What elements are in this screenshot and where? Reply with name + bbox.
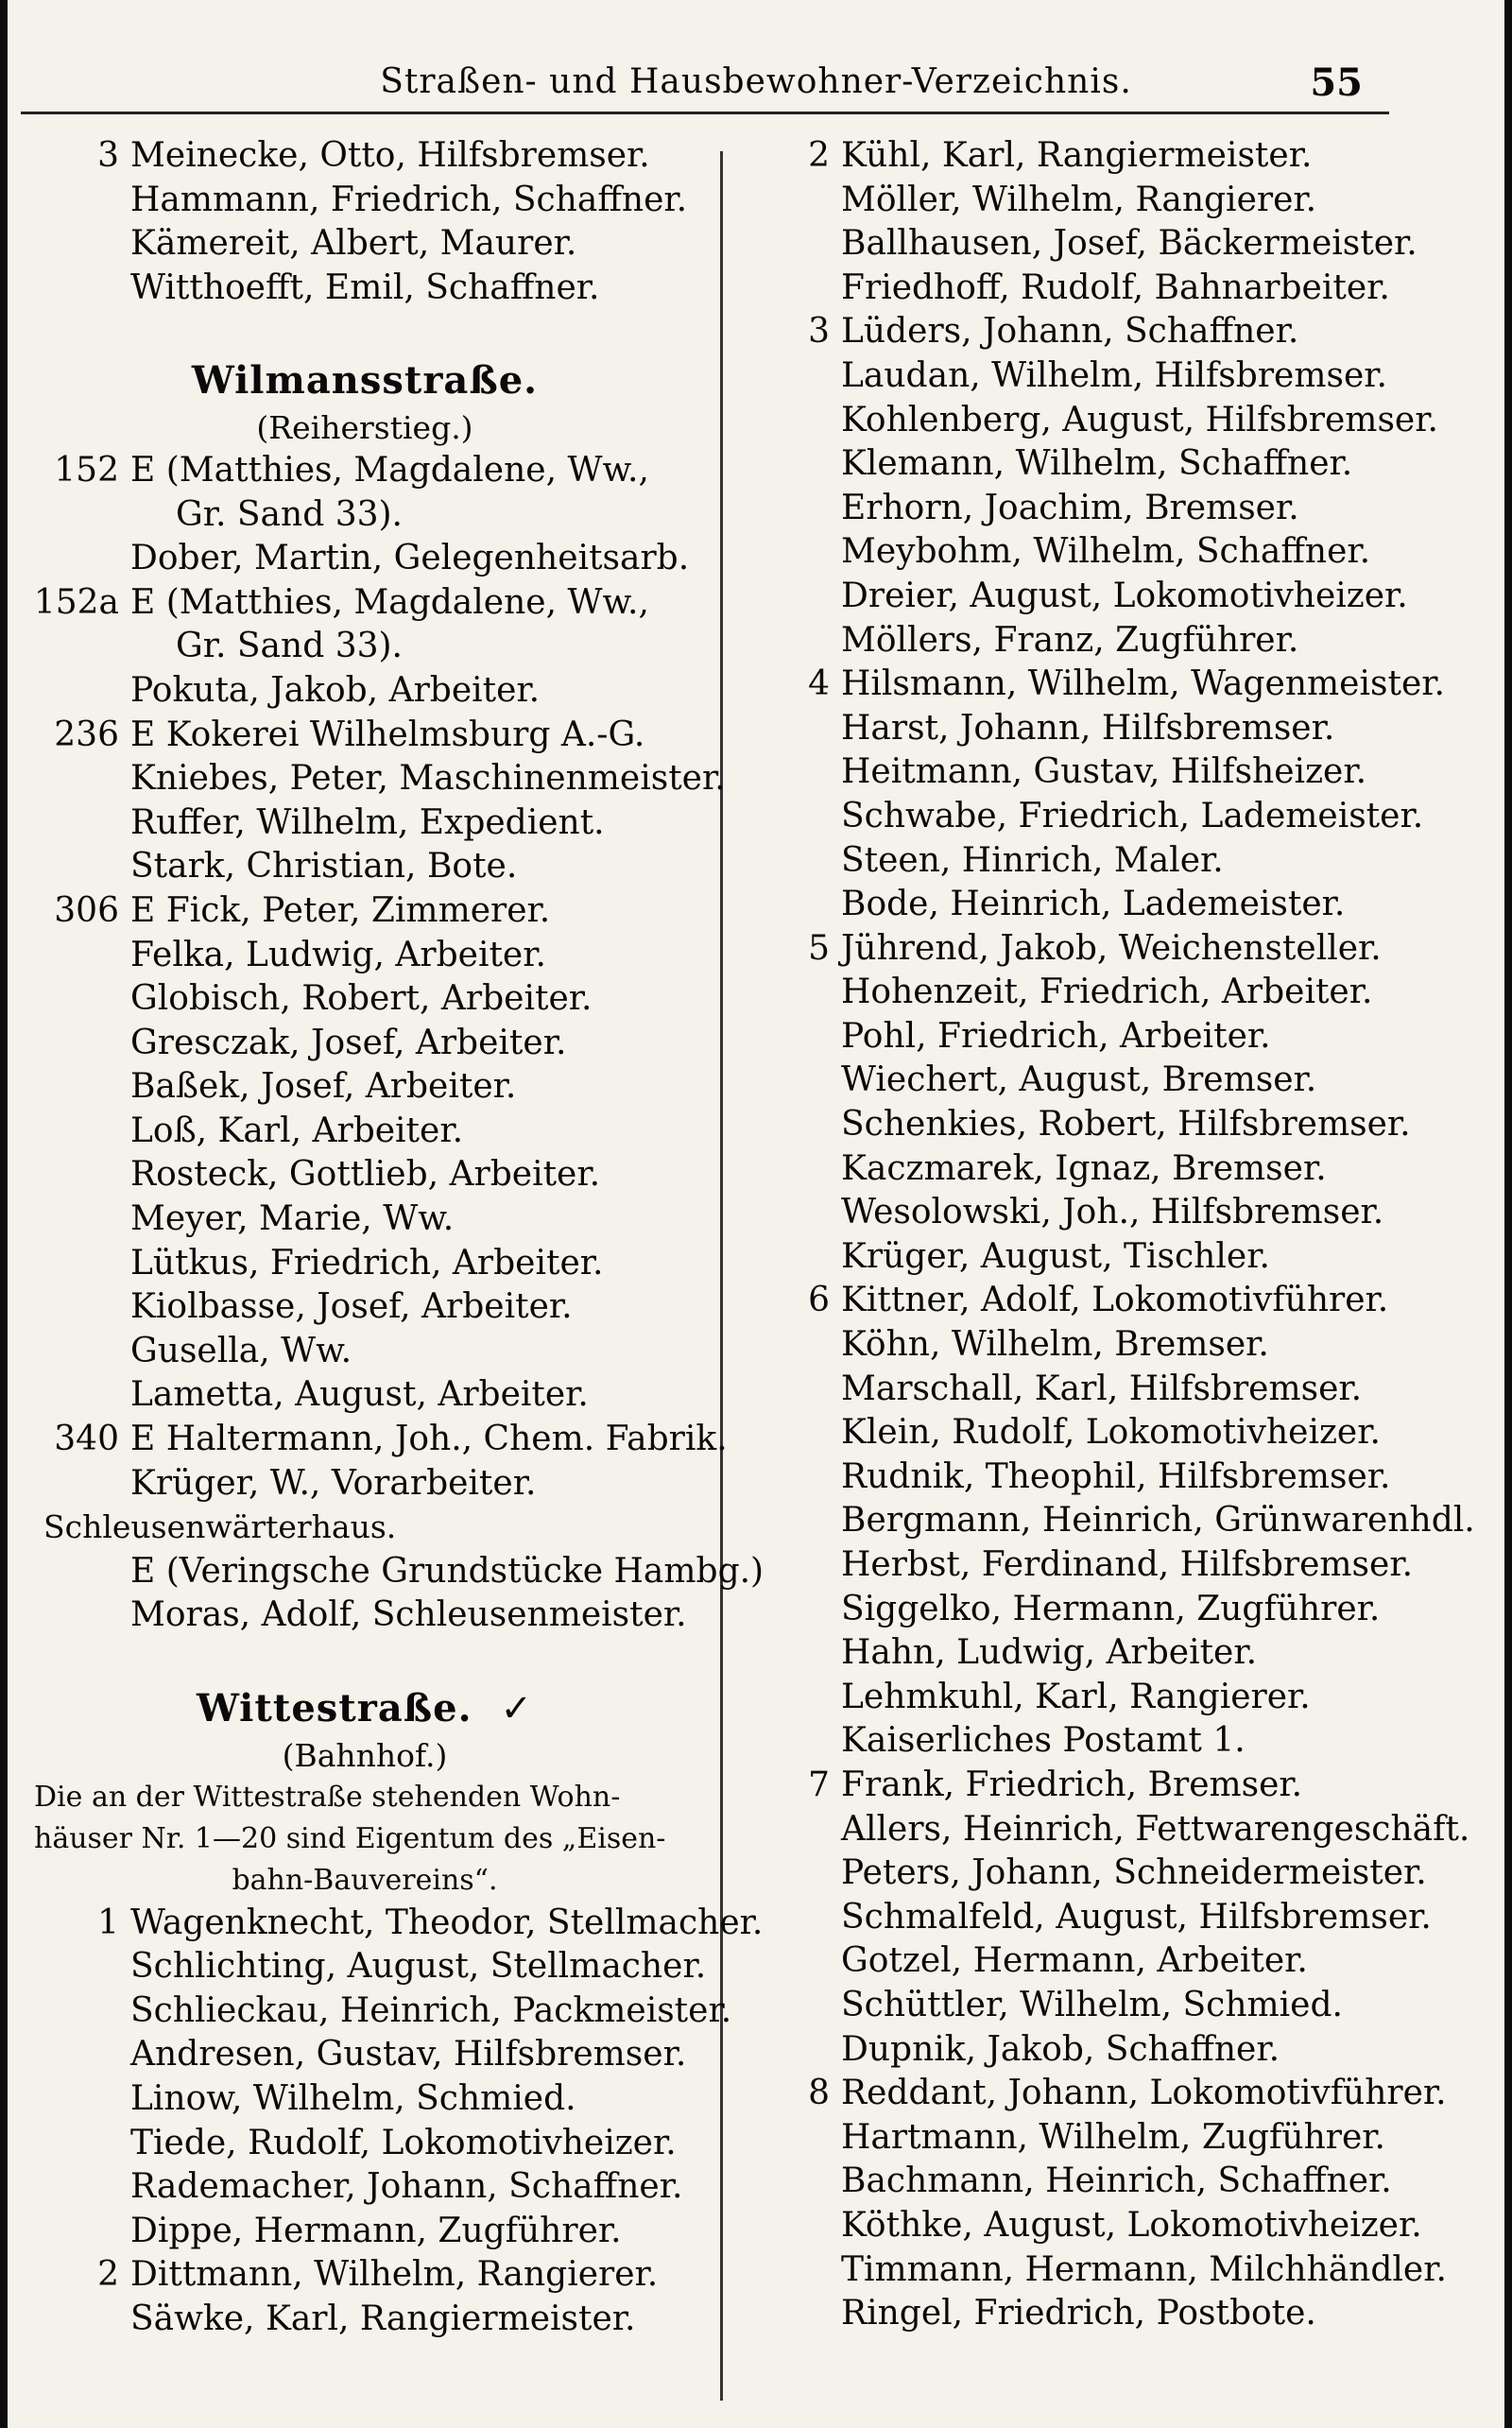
resident-entry [25,2077,705,2122]
house-number: 6 [808,1281,830,1320]
resident-text: Kühl, Karl, Rangiermeister. [841,136,1313,175]
resident-entry [754,795,1501,839]
house-number: 7 [808,1765,830,1804]
resident-text: Heitmann, Gustav, Hilfsheizer. [841,752,1367,792]
resident-entry [25,1022,705,1066]
house-number: 2 [97,2255,119,2295]
resident-text: Dittmann, Wilhelm, Rangierer. [130,2255,659,2295]
resident-entry [754,2292,1501,2336]
house-number: 340 [54,1420,119,1459]
resident-text: Hammann, Friedrich, Schaffner. [130,180,688,219]
resident-text: Lametta, August, Arbeiter. [130,1375,589,1415]
left-column [25,134,765,2342]
resident-entry [25,222,705,267]
resident-entry [754,487,1501,531]
resident-entry [754,1543,1501,1588]
resident-text: Pohl, Friedrich, Arbeiter. [841,1016,1271,1056]
resident-entry [25,757,726,801]
resident-text: Andresen, Gustav, Hilfsbremser. [130,2035,687,2075]
resident-entry [25,581,705,626]
resident-entry [25,714,705,758]
resident-entry [25,1197,705,1242]
resident-entry [25,625,705,669]
resident-text: Schwabe, Friedrich, Lademeister. [841,796,1424,835]
resident-entry [754,1103,1501,1147]
resident-entry [754,1499,1501,1543]
resident-text: E Fick, Peter, Zimmerer. [130,890,551,930]
resident-text: Baßek, Josef, Arbeiter. [130,1067,517,1107]
resident-entry [754,1984,1501,2028]
resident-entry [754,1147,1501,1192]
resident-text: Siggelko, Hermann, Zugführer. [841,1589,1381,1628]
resident-entry [25,1110,705,1154]
resident-text: Hilsmann, Wilhelm, Wagenmeister. [841,664,1445,704]
resident-text: Friedhoff, Rudolf, Bahnarbeiter. [841,267,1390,307]
resident-text: Tiede, Rudolf, Lokomotivheizer. [130,2123,677,2162]
resident-text: Marschall, Karl, Hilfsbremser. [841,1369,1363,1408]
resident-text: Krüger, August, Tischler. [841,1236,1270,1276]
resident-entry [754,2028,1501,2073]
resident-entry [25,1989,732,2034]
resident-entry [25,1945,705,1989]
resident-text: Ballhausen, Josef, Bäckermeister. [841,224,1418,264]
resident-text: Allers, Heinrich, Fettwarengeschäft. [841,1809,1470,1849]
resident-text: Peters, Johann, Schneidermeister. [841,1853,1427,1893]
resident-entry [754,442,1501,487]
house-number: 152a [33,582,119,622]
street-note-line: bahn-Bauvereins“. [232,1863,498,1897]
resident-entry [754,2204,1501,2248]
resident-entry [25,134,705,179]
house-number: 306 [54,890,119,930]
resident-entry [25,1550,765,1594]
resident-entry [25,267,705,311]
resident-text: Rudnik, Theophil, Hilfsbremser. [841,1456,1391,1496]
resident-text: Gr. Sand 33). [176,627,403,666]
resident-entry [25,449,705,493]
resident-entry [25,1065,705,1110]
resident-entry [754,1455,1501,1500]
resident-entry [754,1851,1501,1896]
resident-text: Timmann, Hermann, Milchhändler. [841,2249,1447,2289]
street-district: (Reiherstieg.) [256,408,473,446]
resident-text: Ringel, Friedrich, Postbote. [841,2294,1316,2333]
resident-entry [754,663,1501,707]
resident-text: Säwke, Karl, Rangiermeister. [130,2299,636,2338]
resident-text: Kohlenberg, August, Hilfsbremser. [841,400,1438,439]
resident-entry [754,1631,1501,1676]
street-heading [25,1682,705,1735]
resident-text: Dober, Martin, Gelegenheitsarb. [130,539,690,578]
resident-text: Schenkies, Robert, Hilfsbremser. [841,1105,1411,1145]
resident-text: Dreier, August, Lokomotivheizer. [841,576,1408,615]
house-number: 3 [808,312,830,352]
spacer [25,310,705,354]
resident-entry [754,707,1501,751]
resident-text: Bergmann, Heinrich, Grünwarenhdl. [841,1501,1475,1541]
resident-entry [754,1235,1501,1280]
resident-text: Steen, Hinrich, Maler. [841,840,1224,880]
resident-entry [754,1323,1501,1368]
spacer [25,1638,705,1682]
resident-entry [25,1373,705,1418]
header-rule [21,112,1389,114]
resident-entry [25,1285,705,1330]
resident-entry [754,883,1501,927]
house-number: 236 [54,715,119,754]
column-divider [720,151,723,2401]
resident-text: Herbst, Ferdinand, Hilfsbremser. [841,1545,1414,1584]
resident-entry [25,2210,705,2254]
resident-text: Meyer, Marie, Ww. [130,1199,455,1239]
resident-entry [25,2165,705,2210]
resident-text: Gusella, Ww. [130,1331,352,1370]
house-number: 3 [97,136,119,175]
resident-text: Stark, Christian, Bote. [130,847,518,887]
resident-entry [25,1153,705,1197]
house-number: 2 [808,136,830,175]
resident-text: Dupnik, Jakob, Schaffner. [841,2029,1280,2069]
resident-text: Kaczmarek, Ignaz, Bremser. [841,1148,1327,1188]
resident-text: Dippe, Hermann, Zugführer. [130,2211,622,2250]
resident-entry [25,1902,764,1946]
resident-entry [754,619,1501,663]
resident-entry [754,2072,1501,2116]
resident-text: Klein, Rudolf, Lokomotivheizer. [841,1413,1381,1453]
resident-text: Lütkus, Friedrich, Arbeiter. [130,1243,604,1283]
resident-entry [754,2160,1501,2204]
resident-entry [25,537,705,581]
resident-entry [754,1059,1501,1103]
resident-entry [25,889,705,934]
resident-entry [754,399,1501,443]
resident-entry [754,1676,1501,1720]
resident-text: Krüger, W., Vorarbeiter. [130,1463,537,1503]
right-column [754,134,1501,2336]
subheading-text: Schleusenwärterhaus. [43,1508,397,1546]
street-district: (Bahnhof.) [282,1736,448,1774]
resident-text: Moras, Adolf, Schleusenmeister. [130,1595,687,1635]
resident-entry [754,1764,1501,1808]
resident-text: Ruffer, Wilhelm, Expedient. [130,802,605,842]
resident-text: Wesolowski, Joh., Hilfsbremser. [841,1193,1384,1232]
resident-text: Frank, Friedrich, Bremser. [841,1765,1303,1804]
resident-text: Wagenknecht, Theodor, Stellmacher. [130,1903,764,1942]
resident-entry [25,669,705,714]
resident-text: Köhn, Wilhelm, Bremser. [841,1325,1269,1365]
resident-entry [754,1368,1501,1412]
resident-entry [754,1279,1501,1323]
resident-entry [754,2248,1501,2293]
resident-entry [25,845,705,889]
resident-text: Möllers, Franz, Zugführer. [841,620,1299,660]
house-number: 152 [54,450,119,490]
resident-text: Schüttler, Wilhelm, Schmied. [841,1985,1343,2024]
resident-entry [25,977,705,1022]
resident-entry [754,222,1501,267]
resident-text: Jührend, Jakob, Weichensteller. [841,928,1382,968]
resident-entry [754,1015,1501,1059]
street-name: Wilmansstraße. [191,357,539,403]
resident-text: Pokuta, Jakob, Arbeiter. [130,670,541,710]
resident-text: E (Matthies, Magdalene, Ww., [130,582,649,622]
resident-text: Schlichting, August, Stellmacher. [130,1947,707,1987]
resident-text: Harst, Johann, Hilfsbremser. [841,708,1335,748]
resident-text: Hartmann, Wilhelm, Zugführer. [841,2117,1385,2157]
resident-text: Meybohm, Wilhelm, Schaffner. [841,532,1371,572]
resident-text: Rademacher, Johann, Schaffner. [130,2167,683,2207]
resident-entry [754,267,1501,311]
resident-text: Kittner, Adolf, Lokomotivführer. [841,1281,1389,1320]
resident-entry [754,2116,1501,2161]
resident-entry [25,1462,705,1507]
resident-entry [754,1719,1501,1764]
house-number: 1 [97,1903,119,1942]
resident-entry [25,2298,705,2342]
resident-entry [754,575,1501,619]
resident-text: Erhorn, Joachim, Bremser. [841,488,1299,527]
resident-entry [25,179,705,223]
resident-text: Loß, Karl, Arbeiter. [130,1111,464,1150]
resident-text: E Haltermann, Joh., Chem. Fabrik. [130,1420,728,1459]
resident-text: Kämereit, Albert, Maurer. [130,224,577,264]
resident-text: E (Veringsche Grundstücke Hambg.) [130,1551,765,1591]
street-note-line: Die an der Wittestraße stehenden Wohn- [34,1780,621,1814]
resident-entry [754,310,1501,354]
resident-text: Schlieckau, Heinrich, Packmeister. [130,1990,732,2030]
house-number: 8 [808,2074,830,2113]
resident-entry [25,1418,728,1462]
resident-text: Köthke, August, Lokomotivheizer. [841,2205,1422,2245]
resident-text: E (Matthies, Magdalene, Ww., [130,450,649,490]
resident-entry [754,1588,1501,1632]
resident-text: Rosteck, Gottlieb, Arbeiter. [130,1155,601,1195]
street-heading [25,354,705,407]
resident-text: Kniebes, Peter, Maschinenmeister. [130,759,726,799]
resident-text: Bachmann, Heinrich, Schaffner. [841,2161,1392,2201]
street-name: Wittestraße. [196,1685,472,1731]
resident-text: Felka, Ludwig, Arbeiter. [130,935,546,974]
resident-entry [25,493,705,538]
resident-text: Linow, Wilhelm, Schmied. [130,2078,576,2118]
resident-entry [754,179,1501,223]
page-header [8,38,1504,113]
resident-text: Reddant, Johann, Lokomotivführer. [841,2074,1447,2113]
resident-text: Möller, Wilhelm, Rangierer. [841,180,1317,219]
resident-text: Witthoefft, Emil, Schaffner. [130,267,600,307]
directory-page [8,0,1504,2428]
building-subheading [25,1506,705,1550]
resident-text: Gotzel, Hermann, Arbeiter. [841,1941,1308,1981]
resident-text: Gresczak, Josef, Arbeiter. [130,1023,567,1062]
resident-text: Kiolbasse, Josef, Arbeiter. [130,1287,573,1327]
resident-entry [754,971,1501,1015]
resident-entry [25,1593,705,1638]
resident-text: Gr. Sand 33). [176,494,403,534]
resident-entry [754,530,1501,575]
house-number: 5 [808,928,830,968]
page-number: 55 [1310,60,1363,105]
resident-entry [25,934,705,978]
resident-entry [754,750,1501,795]
running-title: Straßen- und Hausbewohner-Verzeichnis. [380,62,1132,101]
resident-entry [754,1191,1501,1235]
resident-text: Hahn, Ludwig, Arbeiter. [841,1633,1258,1673]
resident-text: Wiechert, August, Bremser. [841,1060,1317,1100]
house-number: 4 [808,664,830,704]
resident-text: Laudan, Wilhelm, Hilfsbremser. [841,355,1387,395]
resident-entry [754,927,1501,972]
resident-text: Bode, Heinrich, Lademeister. [841,885,1346,924]
resident-text: Lüders, Johann, Schaffner. [841,312,1299,352]
resident-text: Schmalfeld, August, Hilfsbremser. [841,1897,1432,1937]
resident-entry [754,839,1501,884]
resident-entry [25,1242,705,1286]
resident-text: E Kokerei Wilhelmsburg A.-G. [130,715,645,754]
resident-entry [754,134,1501,179]
resident-entry [754,1411,1501,1455]
resident-text: Globisch, Robert, Arbeiter. [130,979,593,1019]
resident-entry [754,1939,1501,1984]
street-note-line: häuser Nr. 1—20 sind Eigentum des „Eisen- [34,1821,666,1855]
resident-entry [25,801,705,846]
resident-text: Lehmkuhl, Karl, Rangierer. [841,1677,1311,1716]
resident-entry [754,1808,1501,1852]
resident-entry [25,1330,705,1374]
check-mark-icon: ✓ [500,1686,534,1731]
resident-text: Klemann, Wilhelm, Schaffner. [841,444,1353,484]
resident-entry [25,2122,705,2166]
resident-entry [754,1896,1501,1940]
resident-entry [25,2033,705,2077]
resident-text: Meinecke, Otto, Hilfsbremser. [130,136,650,175]
resident-text: Hohenzeit, Friedrich, Arbeiter. [841,973,1373,1012]
resident-entry [754,354,1501,399]
resident-text: Kaiserliches Postamt 1. [841,1721,1246,1761]
resident-entry [25,2253,705,2298]
